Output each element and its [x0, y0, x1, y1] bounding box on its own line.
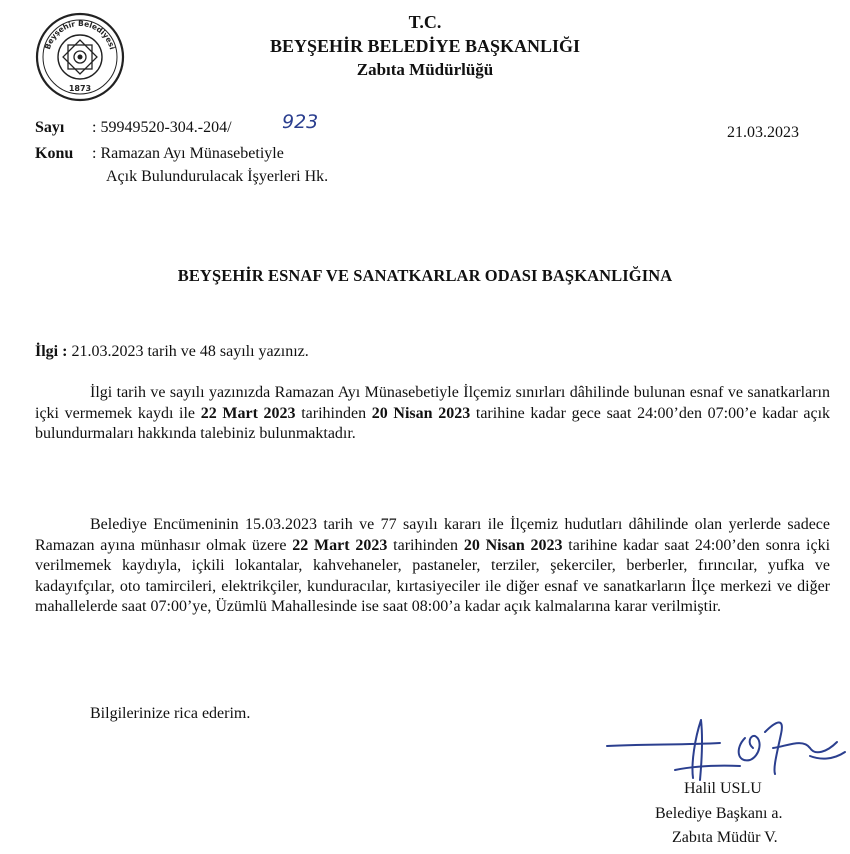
konu-line2: Açık Bulundurulacak İşyerleri Hk.: [106, 168, 329, 185]
seal-top-text: Beyşehir Belediyesi: [43, 18, 117, 51]
para2-start-date: 22 Mart 2023: [292, 536, 388, 554]
header-tc: T.C.: [408, 12, 442, 32]
para2-text-e: tarihine kadar saat 24:00’den sonra içki verilmemek kaydıyla, içkili lokantalar, kahvehaneler, pastaneler, terziler, şekerciler, berberler, fırıncılar, yufka ve kadayıfçılar, oto tamircileri, elektrikçiler, kunduracılar, kırtasiyeciler ile diğer esnaf ve sanatkarların İlçe merkezi ve diğer mahallelerde saat 07:00’ye, Üzümlü Mahallesinde ise saat 08:00’a kadar açık kalmalarına karar verilmiştir.: [35, 536, 831, 616]
ilgi-line: [35, 342, 830, 363]
closing: Bilgilerinize rica ederim.: [90, 705, 251, 722]
sayi-value: : 59949520-304.-204/: [92, 119, 232, 136]
paragraph-request: [35, 383, 830, 445]
paragraph-decision: [35, 515, 830, 618]
signatory-name: Halil USLU: [684, 780, 762, 797]
signatory-title-1: Belediye Başkanı a.: [655, 805, 783, 822]
handwritten-number: [280, 106, 360, 138]
signatory-title-2: Zabıta Müdür V.: [672, 829, 778, 846]
para2-text-a: Belediye Encümeninin 15.03.2023 tarih ve 77 sayılı kararı ile İlçemiz hudutları dâhilinde olan yerlerde sadece Ramazan ayına münhasır olmak üzere: [35, 516, 830, 554]
seal-year: 1873: [68, 84, 92, 93]
para1-start-date: 22 Mart 2023: [200, 404, 296, 422]
document-date: 21.03.2023: [727, 124, 799, 141]
ilgi-label: İlgi :: [35, 343, 68, 360]
header-institution: BEYŞEHİR BELEDİYE BAŞKANLIĞI: [269, 36, 581, 56]
header-department: Zabıta Müdürlüğü: [356, 60, 494, 79]
para1-text-a: İlgi tarih ve sayılı yazınızda Ramazan Ayı Münasebetiyle İlçemiz sınırları dâhilinde bulunan esnaf ve sanatkarların içki vermemek kaydı ile: [35, 384, 830, 422]
para2-end-date: 20 Nisan 2023: [463, 536, 563, 554]
sayi-label: Sayı: [35, 119, 65, 136]
handwritten-number-text: 923: [282, 111, 319, 133]
para2-text-c: tarihinden: [387, 536, 464, 554]
signature-scribble: [605, 708, 850, 788]
konu-line1: : Ramazan Ayı Münasebetiyle: [92, 145, 284, 162]
para1-text-c: tarihinden: [295, 404, 372, 422]
ilgi-text: 21.03.2023 tarih ve 48 sayılı yazınız.: [67, 343, 309, 360]
konu-label: Konu: [35, 145, 74, 162]
para1-text-e: tarihine kadar gece saat 24:00’den 07:00’e kadar açık bulundurmaları hakkında talebiniz bulunmaktadır.: [35, 404, 831, 443]
municipality-seal: [35, 12, 125, 102]
para1-end-date: 20 Nisan 2023: [371, 404, 471, 422]
addressee: BEYŞEHİR ESNAF VE SANATKARLAR ODASI BAŞKANLIĞINA: [177, 266, 673, 285]
